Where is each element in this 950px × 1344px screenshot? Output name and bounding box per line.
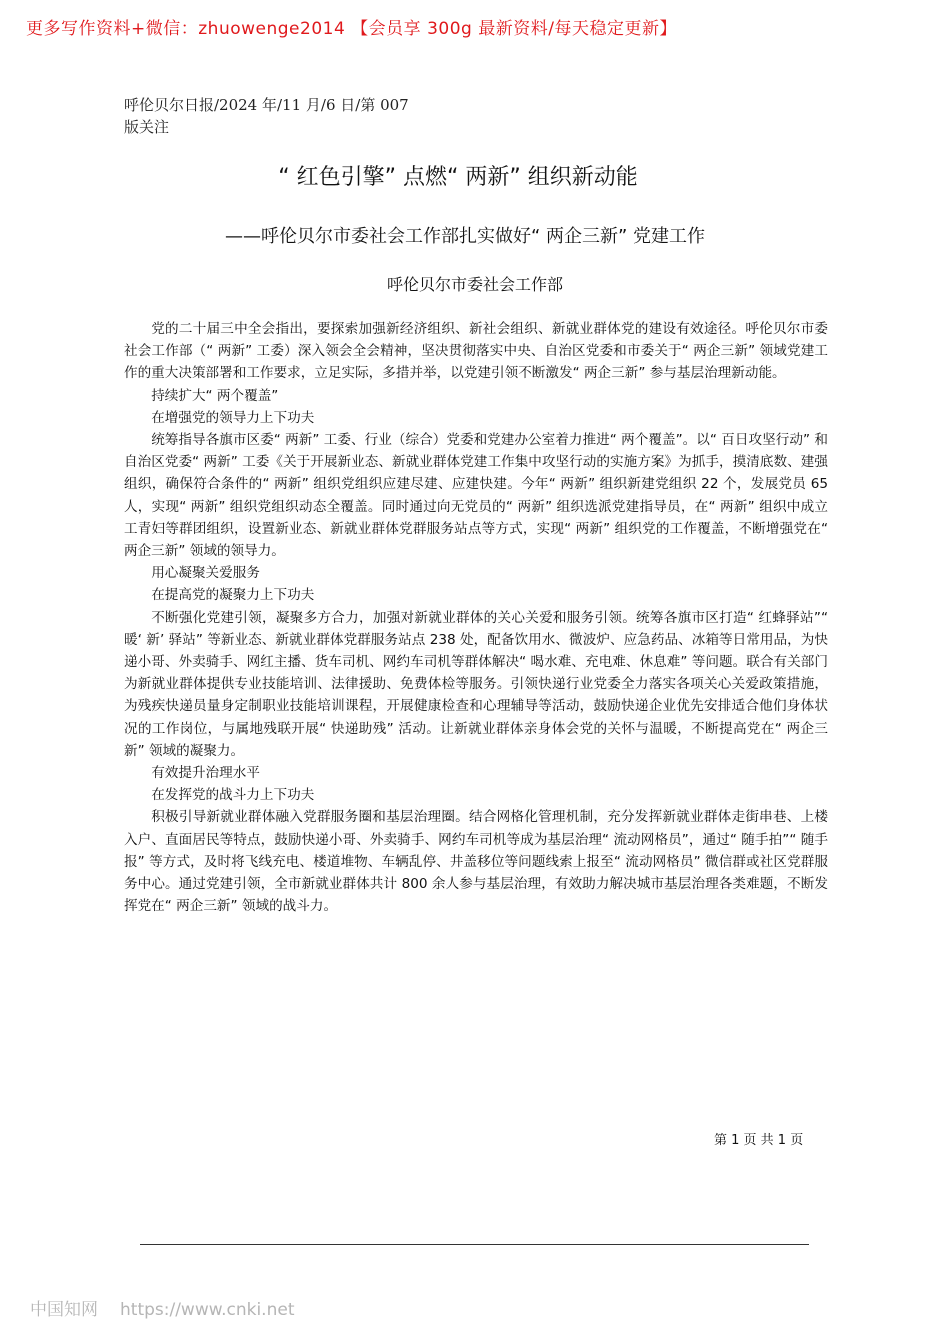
cnki-watermark (30, 1295, 294, 1320)
article-body (124, 318, 828, 917)
watermark-url: https://www.cnki.net (120, 1300, 295, 1320)
article-subtitle: ——呼伦贝尔市委社会工作部扎实做好“ 两企三新” 党建工作 (224, 226, 706, 247)
article-author: 呼伦贝尔市委社会工作部 (386, 275, 563, 294)
paragraph-governance: 积极引导新就业群体融入党群服务圈和基层治理圈。结合网格化管理机制，充分发挥新就业群体走街串巷、上楼入户、直面居民等特点，鼓励快递小哥、外卖骑手、网约车司机等成为基层治理“ 流动网格员”，通过“ 随手拍”“ 随手报” 等方式，及时将飞线充电、楼道堆物、车辆乱停、井盖移位等问题线索上报至“ 流动网格员” 微信群或社区党群服务中心。通过党建引领，全市新就业群体共计 800 余人参与基层治理，有效助力解决城市基层治理各类难题，不断发挥党在“ 两企三新” 领域的战斗力。 (124, 809, 828, 915)
promo-banner: 更多写作资料+微信：zhuowenge2014 【会员享 300g 最新资料/每天稳定更新】 (26, 19, 677, 39)
section-subheading-combat-power: 在发挥党的战斗力上下功夫 (151, 787, 315, 804)
section-subheading-leadership: 在增强党的领导力上下功夫 (151, 409, 315, 426)
section-subheading-cohesion: 在提高党的凝聚力上下功夫 (151, 587, 315, 604)
article-source-line: 呼伦贝尔日报/2024 年/11 月/6 日/第 007 版关注 (124, 96, 409, 136)
section-heading-governance: 有效提升治理水平 (151, 765, 260, 782)
section-heading-care-services: 用心凝聚关爱服务 (151, 565, 260, 582)
paragraph-coverage: 统筹指导各旗市区委“ 两新” 工委、行业（综合）党委和党建办公室着力推进“ 两个覆盖”。以“ 百日攻坚行动” 和自治区党委“ 两新” 工委《关于开展新业态、新就业群体党建工作集中攻坚行动的实施方案》为抓手，摸清底数、建强组织，确保符合条件的“ 两新” 组织党组织应建尽建、应建快建。今年“ 两新” 组织新建党组织 22 个，发展党员 65 人，实现“ 两新” 组织党组织动态全覆盖。同时通过向无党员的“ 两新” 组织选派党建指导员，在“ 两新” 组织中成立工青妇等群团组织，设置新业态、新就业群体党群服务站点等方式，实现“ 两新” 组织党的工作覆盖，不断增强党在“ 两企三新” 领域的领导力。 (124, 432, 828, 560)
section-heading-coverage: 持续扩大“ 两个覆盖” (151, 387, 279, 404)
paragraph-intro: 党的二十届三中全会指出，要探索加强新经济组织、新社会组织、新就业群体党的建设有效途径。呼伦贝尔市委社会工作部（“ 两新” 工委）深入领会全会精神，坚决贯彻落实中央、自治区党委和市委关于“ 两企三新” 领域党建工作的重大决策部署和工作要求，立足实际，多措并举，以党建引领不断激发“ 两企三新” 参与基层治理新动能。 (124, 321, 828, 382)
article-title: “ 红色引擎” 点燃“ 两新” 组织新动能 (278, 165, 638, 190)
watermark-brand: 中国知网 (30, 1300, 98, 1320)
paragraph-care-services: 不断强化党建引领，凝聚多方合力，加强对新就业群体的关心关爱和服务引领。统筹各旗市区打造“ 红蜂驿站”“ 暖‘ 新’ 驿站” 等新业态、新就业群体党群服务站点 238 处，配备饮用水、微波炉、应急药品、冰箱等日常用品，为快递小哥、外卖骑手、网红主播、货车司机、网约车司机等群体解决“ 喝水难、充电难、休息难” 等问题。联合有关部门为新就业群体提供专业技能培训、法律援助、免费体检等服务。引领快递行业党委全力落实各项关心关爱政策措施，为残疾快递员量身定制职业技能培训课程，开展健康检查和心理辅导等活动，鼓励快递企业优先安排适合他们身体状况的工作岗位，与属地残联开展“ 快递助残” 活动。让新就业群体亲身体会党的关怀与温暖，不断提高党在“ 两企三新” 领域的凝聚力。 (124, 609, 828, 759)
footer-divider (140, 1244, 809, 1245)
page-number: 第 1 页 共 1 页 (714, 1133, 804, 1148)
